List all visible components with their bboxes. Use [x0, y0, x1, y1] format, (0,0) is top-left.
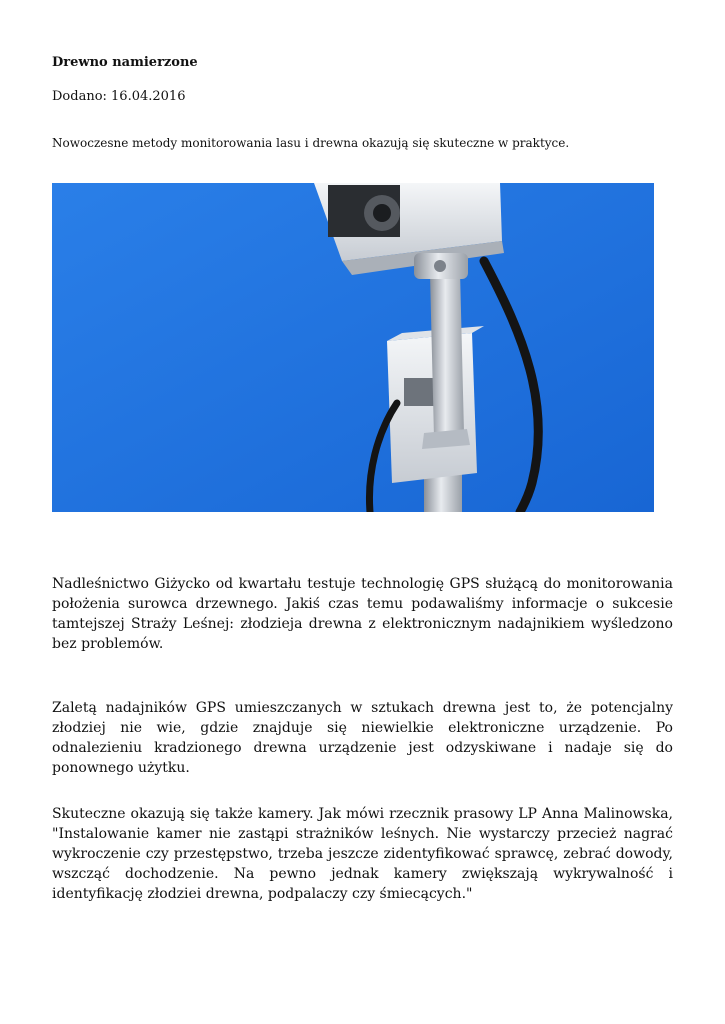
paragraph: Skuteczne okazują się także kamery. Jak mówi rzecznik prasowy LP Anna Malinowska, "Instalowanie kamer nie zastąpi strażników leśnych. Nie wystarczy przecież nagrać wykroczenie czy przestępstwo, trzeba jeszcze zidentyfikować sprawcę, zebrać dowody, wszcząć dochodzenie. Na pewno jednak kamery zwiększają wykrywalność i identyfikację złodziei drewna, podpalaczy czy śmiecących." [52, 806, 673, 902]
article-title: Drewno namierzone [52, 55, 198, 70]
paragraph: Zaletą nadajników GPS umieszczanych w sztukach drewna jest to, że potencjalny złodziej nie wie, gdzie znajduje się niewielkie elektroniczne urządzenie. Po odnalezieniu kradzionego drewna urządzenie jest odzyskiwane i nadaje się do ponownego użytku. [52, 700, 673, 776]
surveillance-camera-photo [52, 183, 654, 512]
publish-date: Dodano: 16.04.2016 [52, 89, 186, 104]
article-lead: Nowoczesne metody monitorowania lasu i drewna okazują się skuteczne w praktyce. [52, 136, 570, 150]
paragraph: Nadleśnictwo Giżycko od kwartału testuje technologię GPS służącą do monitorowania położenia surowca drzewnego. Jakiś czas temu podawaliśmy informacje o sukcesie tamtejszej Straży Leśnej: złodzieja drewna z elektronicznym nadajnikiem wyśledzono bez problemów. [52, 576, 673, 652]
